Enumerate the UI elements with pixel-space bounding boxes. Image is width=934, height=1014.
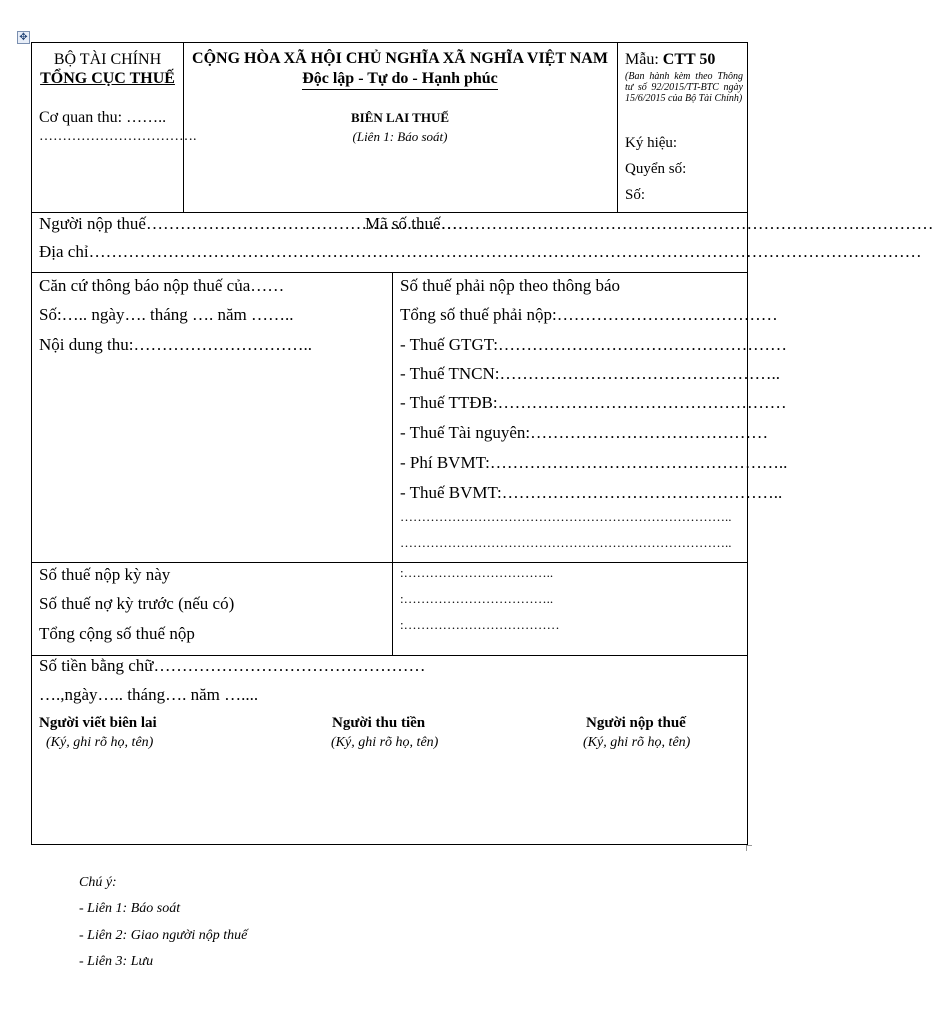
fee-item-environment: - Phí BVMT:…………………………………………….. [400, 453, 788, 472]
signature-payer-note: (Ký, ghi rõ họ, tên) [583, 735, 691, 750]
issued-note: (Ban hành kèm theo Thông tư số 92/2015/TT-BTC ngày 15/6/2015 của Bộ Tài Chính) [625, 71, 743, 104]
form-label: Mẫu: [625, 51, 659, 68]
signature-writer-note: (Ký, ghi rõ họ, tên) [46, 735, 154, 750]
republic-name: CỘNG HÒA XÃ HỘI CHỦ NGHĨA XÃ NGHĨA VIỆT NAM [192, 50, 608, 67]
tax-item-pit: - Thuế TNCN:………………………………………….. [400, 364, 780, 383]
tax-receipt-form [31, 42, 934, 845]
previous-debt-value: :…………………………….. [400, 591, 554, 606]
agency-label: Cơ quan thu: …….. [39, 109, 167, 126]
note-item-2: - Liên 2: Giao người nộp thuế [79, 928, 248, 943]
ministry-name: BỘ TÀI CHÍNH [53, 51, 162, 68]
summary-divider [392, 563, 393, 655]
book-label: Quyển số: [625, 161, 687, 177]
header-row [32, 43, 747, 212]
tax-item-special: - Thuế TTĐB:…………………………………………… [400, 393, 787, 412]
current-period-label: Số thuế nộp kỳ này [39, 565, 171, 584]
basis-divider [392, 273, 393, 562]
date-line: ….,ngày….. tháng…. năm ….... [39, 685, 259, 704]
signature-collector-title: Người thu tiền [332, 715, 426, 731]
header-divider-right [617, 43, 618, 212]
total-paid-label: Tổng cộng số thuế nộp [39, 624, 195, 643]
signature-collector-note: (Ký, ghi rõ họ, tên) [331, 735, 439, 750]
taxpayer-row [32, 212, 934, 272]
note-item-1: - Liên 1: Báo soát [79, 901, 181, 916]
agency-dots: ……………………………. [39, 129, 197, 144]
summary-row [32, 562, 747, 655]
copy-note: (Liên 1: Báo soát) [352, 129, 448, 144]
total-paid-value: :……………………………… [400, 617, 560, 632]
previous-debt-label: Số thuế nợ kỳ trước (nếu có) [39, 594, 235, 613]
taxpayer-name-label: Người nộp thuế………………………………………………… [39, 214, 469, 233]
basis-amounts-row [32, 272, 788, 562]
note-item-3: - Liên 3: Lưu [79, 954, 154, 969]
total-payable-label: Tổng số thuế phải nộp:………………………………… [400, 305, 778, 324]
table-resize-handle[interactable] [746, 845, 752, 851]
amount-in-words-label: Số tiền bằng chữ………………………………………… [39, 656, 426, 675]
document-title: BIÊN LAI THUẾ [350, 110, 449, 125]
notes-heading: Chú ý: [79, 875, 117, 890]
motto [183, 70, 617, 88]
symbol-label: Ký hiệu: [625, 135, 678, 151]
tax-item-vat: - Thuế GTGT:…………………………………………… [400, 335, 787, 354]
form-code: CTT 50 [662, 51, 716, 68]
tax-item-environment: - Thuế BVMT:………………………………………….. [400, 483, 783, 502]
signature-payer-title: Người nộp thuế [586, 715, 686, 731]
amounts-heading: Số thuế phải nộp theo thông báo [400, 276, 621, 295]
department-name: TỔNG CỤC THUẾ [40, 70, 175, 87]
amounts-blank-line-2: ………………………………………………………………….. [400, 535, 732, 550]
signature-row [32, 655, 747, 846]
motto-text: Độc lập - Tự do - Hạnh phúc [302, 70, 498, 90]
address-label: Địa chỉ………………………………………………………………………………………………………………………………… [39, 242, 922, 261]
form-code-line [625, 51, 715, 69]
tax-code-label: Mã số thuế…………………………………………………………………………… [365, 214, 934, 233]
table-move-handle-icon[interactable]: ✥ [17, 31, 30, 44]
notice-label: Căn cứ thông báo nộp thuế của…… [39, 276, 285, 295]
current-period-value: :…………………………….. [400, 565, 554, 580]
header-divider-left [183, 43, 184, 212]
signature-writer-title: Người viết biên lai [39, 715, 157, 731]
tax-item-resource: - Thuế Tài nguyên:…………………………………… [400, 423, 769, 442]
amounts-blank-line-1: ………………………………………………………………….. [400, 509, 732, 524]
content-label: Nội dung thu:………………………….. [39, 335, 312, 354]
number-label: Số: [625, 187, 646, 203]
notice-date-label: Số:….. ngày…. tháng …. năm …….. [39, 305, 294, 324]
